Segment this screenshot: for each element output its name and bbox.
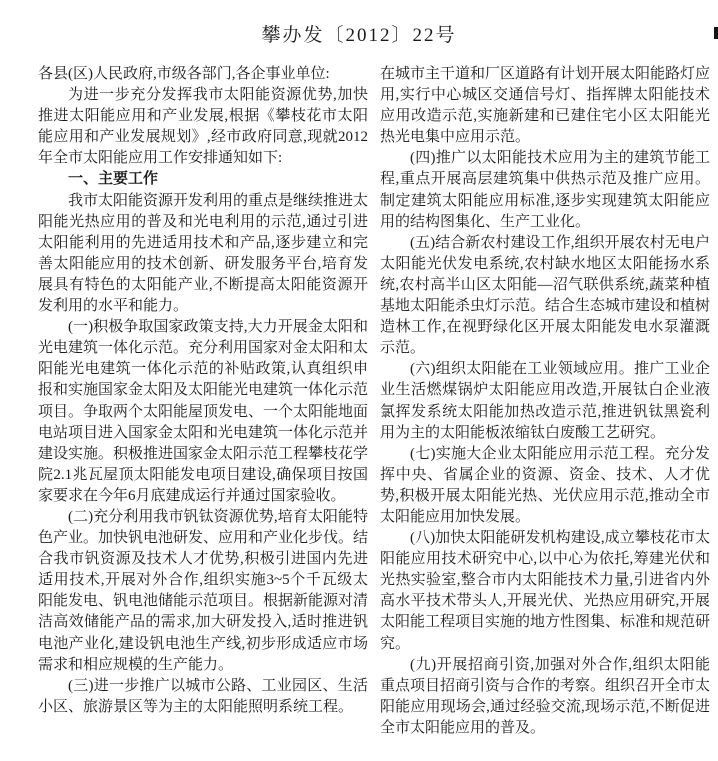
- paragraph: (六)组织太阳能在工业领域应用。推广工业企业生活燃煤锅炉太阳能应用改造,开展钛白企业液氯挥发系统太阳能加热改造示范,推进钒钛黑瓷利用为主的太阳能板浓缩钛白废酸工艺研究。: [380, 361, 710, 441]
- paragraph: 在城市主干道和厂区道路有计划开展太阳能路灯应用,实行中心城区交通信号灯、指挥牌太阳能技术应用改造示范,实施新建和已建住宅小区太阳能光热光电集中应用示范。: [380, 66, 710, 146]
- left-column: [38, 64, 368, 761]
- right-column: [380, 64, 710, 761]
- paragraph: (二)充分利用我市钒钛资源优势,培育太阳能特色产业。加快钒电池研发、应用和产业化步伐。结合我市钒资源及技术人才优势,积极引进国内先进适用技术,开展对外合作,组织实施3~5个千瓦级太阳能发电、钒电池储能示范项目。根据新能源对清洁高效储能产品的需求,加大研发投入,适时推进钒电池产业化,建设钒电池生产线,初步形成适应市场需求和相应规模的生产能力。: [38, 508, 368, 673]
- scan-artifact-mark: [714, 27, 718, 39]
- text-columns: [38, 64, 710, 761]
- paragraph: 各县(区)人民政府,市级各部门,各企事业单位:: [38, 66, 330, 82]
- paragraph: 为进一步充分发挥我市太阳能资源优势,加快推进太阳能应用和产业发展,根据《攀枝花市太阳能应用和产业发展规划》,经市政府同意,现就2012年全市太阳能应用工作安排通知如下:: [38, 87, 368, 167]
- section-heading: 一、主要工作: [68, 171, 159, 188]
- paragraph: (七)实施大企业太阳能应用示范工程。充分发挥中央、省属企业的资源、资金、技术、人才优势,积极开展太阳能光热、光伏应用示范,推动全市太阳能应用加快发展。: [380, 445, 710, 525]
- paragraph: (一)积极争取国家政策支持,大力开展金太阳和光电建筑一体化示范。充分利用国家对金太阳和太阳能光电建筑一体化示范的补贴政策,认真组织申报和实施国家金太阳及太阳能光电建筑一体化示范项目。争取两个太阳能屋顶发电、一个太阳能地面电站项目进入国家金太阳和光电建筑一体化示范并建设实施。积极推进国家金太阳示范工程攀枝花学院2.1兆瓦屋顶太阳能发电项目建设,确保项目按国家要求在今年6月底建成运行并通过国家验收。: [38, 319, 368, 504]
- paragraph: (八)加快太阳能研发机构建设,成立攀枝花市太阳能应用技术研究中心,以中心为依托,筹建光伏和光热实验室,整合市内太阳能技术力量,引进省内外高水平技术带头人,开展光伏、光热应用研究,开展太阳能工程项目实施的地方性图集、标准和规范研究。: [380, 530, 710, 652]
- paragraph: (九)开展招商引资,加强对外合作,组织太阳能重点项目招商引资与合作的考察。组织召开全市太阳能应用现场会,通过经验交流,现场示范,不断促进全市太阳能应用的普及。: [380, 656, 710, 736]
- paragraph: 我市太阳能资源开发利用的重点是继续推进太阳能光热应用的普及和光电利用的示范,通过引进太阳能利用的先进适用技术和产品,逐步建立和完善太阳能应用的技术创新、研发服务平台,培育发展具有特色的太阳能产业,不断提高太阳能资源开发利用的水平和能力。: [38, 192, 368, 315]
- paragraph: (四)推广以太阳能技术应用为主的建筑节能工程,重点开展高层建筑集中供热示范及推广应用。制定建筑太阳能应用标准,逐步实现建筑太阳能应用的结构图集化、生产工业化。: [380, 150, 710, 230]
- paragraph: (三)进一步推广以城市公路、工业园区、生活小区、旅游景区等为主的太阳能照明系统工程。: [38, 677, 368, 715]
- paragraph: (五)结合新农村建设工作,组织开展农村无电户太阳能光伏发电系统,农村缺水地区太阳能扬水系统,农村高半山区太阳能—沼气联供系统,蔬菜种植基地太阳能杀虫灯示范。结合生态城市建设和植树造林工作,在视野绿化区开展太阳能发电水泵灌溉示范。: [380, 234, 710, 357]
- document-number: 攀办发〔2012〕22号: [261, 25, 457, 46]
